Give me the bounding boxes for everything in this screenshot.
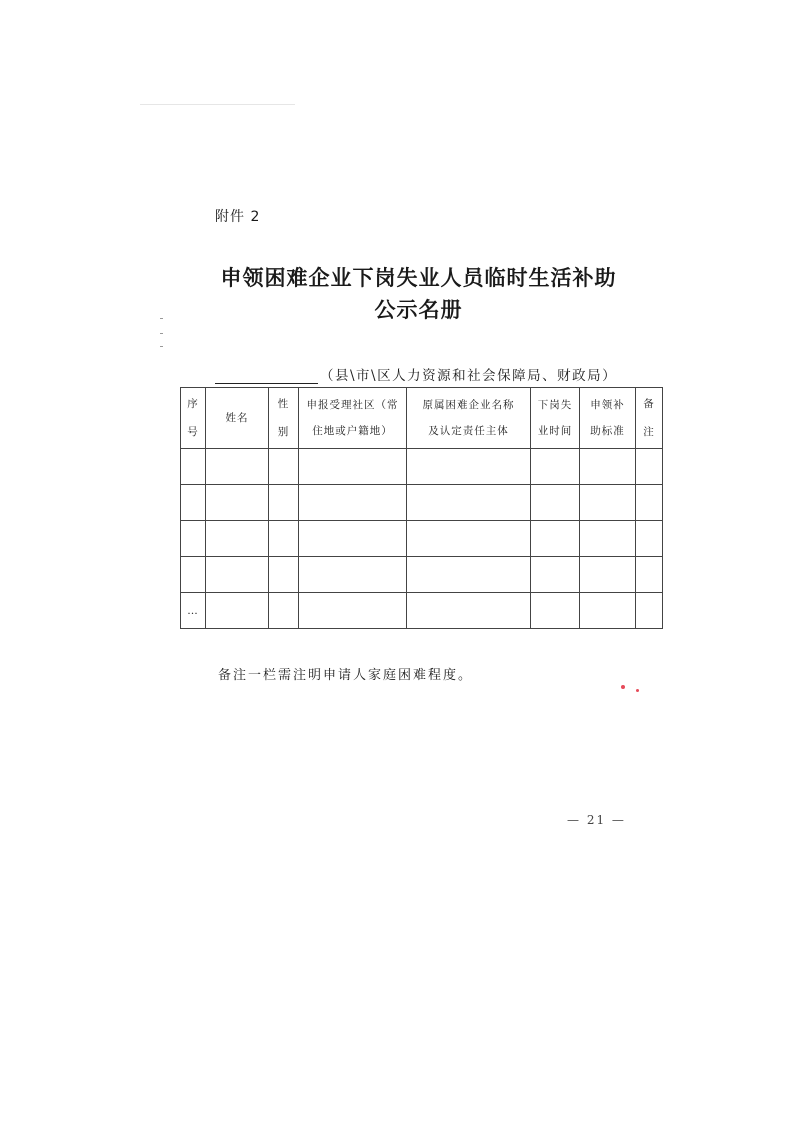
- header-seq: 序号: [181, 388, 206, 449]
- header-subsidy-standard: 申领补助标准: [580, 388, 636, 449]
- table-row: [181, 593, 663, 629]
- table-cell: [407, 593, 531, 629]
- header-name: 姓名: [206, 388, 269, 449]
- document-title: 申领困难企业下岗失业人员临时生活补助: [220, 265, 617, 290]
- agency-suffix: （县\市\区人力资源和社会保障局、财政局）: [320, 368, 618, 384]
- scan-mark: [160, 346, 163, 347]
- table-cell: [407, 557, 531, 593]
- table-cell: [299, 485, 407, 521]
- table-cell: [636, 593, 663, 629]
- table-cell: [269, 449, 299, 485]
- table-cell: [636, 485, 663, 521]
- table-cell: [636, 449, 663, 485]
- table-cell: [299, 557, 407, 593]
- table-cell-ellipsis: …: [181, 593, 206, 629]
- red-ink-dot: [636, 689, 639, 692]
- table-cell: [531, 485, 580, 521]
- table-cell: [299, 521, 407, 557]
- table-row: [181, 521, 663, 557]
- header-gender: 性别: [269, 388, 299, 449]
- header-community: 申报受理社区（常住地或户籍地）: [299, 388, 407, 449]
- table-cell: [269, 593, 299, 629]
- agency-blank-line: [215, 367, 318, 384]
- scan-artifact-line: [140, 104, 295, 105]
- table-cell: [206, 521, 269, 557]
- table-cell: [580, 485, 636, 521]
- document-subtitle: 公示名册: [374, 297, 463, 322]
- agency-row: [215, 364, 617, 384]
- table-cell: [269, 485, 299, 521]
- table-cell: [181, 485, 206, 521]
- table-cell: [636, 557, 663, 593]
- table-cell: [636, 521, 663, 557]
- red-ink-dot: [621, 685, 625, 689]
- table-cell: [299, 593, 407, 629]
- table-cell: [407, 449, 531, 485]
- table-cell: [580, 557, 636, 593]
- table-cell: [181, 557, 206, 593]
- table-cell: [181, 521, 206, 557]
- table-row: [181, 485, 663, 521]
- table-cell: [407, 521, 531, 557]
- header-layoff-time: 下岗失业时间: [531, 388, 580, 449]
- table-cell: [299, 449, 407, 485]
- table-cell: [580, 593, 636, 629]
- page-number: — 21 —: [567, 813, 626, 827]
- table-row: [181, 557, 663, 593]
- attachment-label: 附件 2: [215, 209, 261, 225]
- table-cell: [580, 449, 636, 485]
- table-cell: [531, 593, 580, 629]
- table-cell: [407, 485, 531, 521]
- remarks-note: 备注一栏需注明申请人家庭困难程度。: [218, 668, 474, 683]
- roster-table: [180, 387, 663, 629]
- table-cell: [206, 449, 269, 485]
- table-cell: [206, 485, 269, 521]
- table-row: [181, 449, 663, 485]
- table-cell: [531, 521, 580, 557]
- table-cell: [206, 593, 269, 629]
- table-header-row: [181, 388, 663, 449]
- table-cell: [531, 557, 580, 593]
- table-cell: [206, 557, 269, 593]
- table-cell: [269, 521, 299, 557]
- header-remarks: 备注: [636, 388, 663, 449]
- table-cell: [531, 449, 580, 485]
- table-cell: [580, 521, 636, 557]
- table-cell: [269, 557, 299, 593]
- scan-mark: [160, 333, 163, 334]
- header-enterprise: 原属困难企业名称及认定责任主体: [407, 388, 531, 449]
- table-cell: [181, 449, 206, 485]
